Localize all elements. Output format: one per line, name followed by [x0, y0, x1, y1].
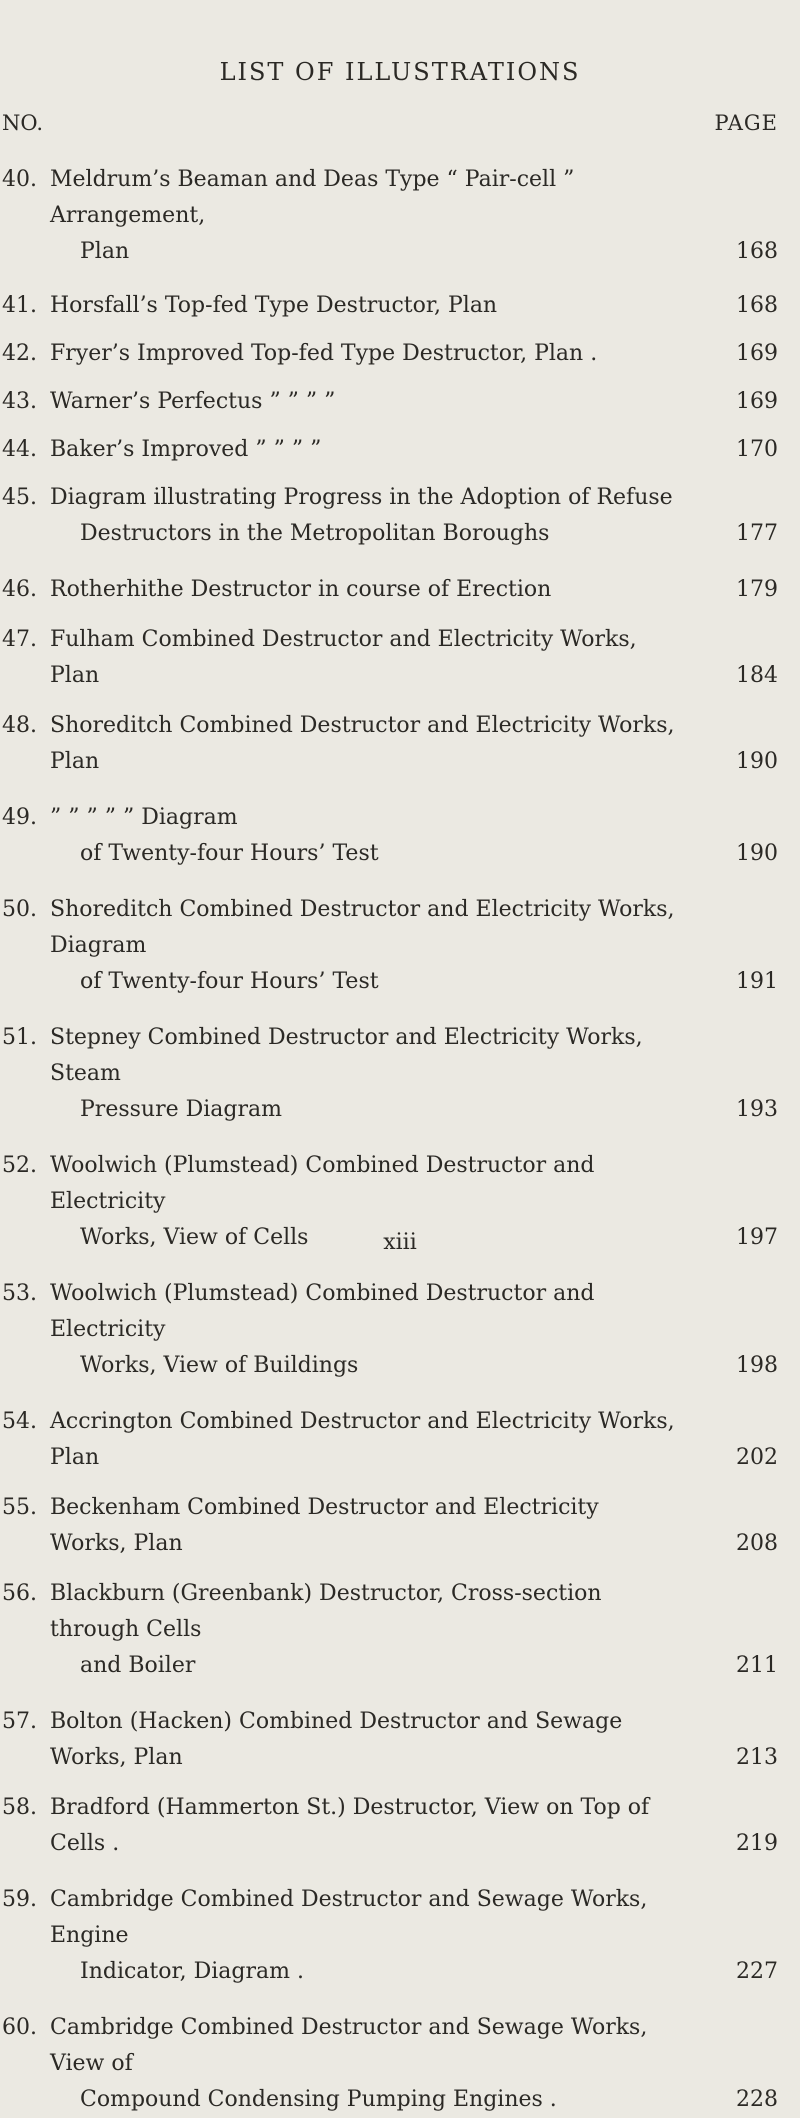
item-caption-line: Stepney Combined Destructor and Electricity Works, Steam — [50, 1025, 643, 1086]
number-column-header: NO. — [2, 111, 44, 135]
item-caption-line: Shoreditch Combined Destructor and Electricity Works, Plan — [50, 713, 675, 774]
item-page-number: 190 — [736, 841, 778, 866]
item-page-number: 197 — [736, 1225, 778, 1250]
list-item — [0, 1704, 800, 1776]
item-caption — [50, 1020, 676, 1128]
item-caption — [50, 2010, 676, 2118]
item-caption-line: Beckenham Combined Destructor and Electricity Works, Plan — [50, 1495, 599, 1556]
item-caption-line: Rotherhithe Destructor in course of Erection — [50, 577, 552, 602]
item-number: 49. — [2, 805, 37, 830]
list-item — [0, 1276, 800, 1384]
item-page-number: 170 — [736, 437, 778, 462]
item-caption-line: Bradford (Hammerton St.) Destructor, View on Top of Cells . — [50, 1795, 650, 1856]
item-caption — [50, 800, 676, 872]
item-number: 56. — [2, 1581, 37, 1606]
list-item — [0, 1490, 800, 1562]
item-caption-line: Fryer’s Improved Top-fed Type Destructor, Plan . — [50, 341, 598, 366]
item-caption-line: Bolton (Hacken) Combined Destructor and Sewage Works, Plan — [50, 1709, 623, 1770]
list-item — [0, 708, 800, 780]
illustration-list — [0, 148, 800, 2118]
item-number: 52. — [2, 1153, 37, 1178]
item-caption-line: Meldrum’s Beaman and Deas Type “ Pair-cell ” Arrangement, — [50, 167, 575, 228]
item-caption-line: Baker’s Improved ” ” ” ” — [50, 437, 322, 462]
item-number: 58. — [2, 1795, 37, 1820]
item-caption — [50, 1276, 676, 1384]
item-caption — [50, 892, 676, 1000]
item-number: 40. — [2, 167, 37, 192]
item-caption — [50, 384, 676, 420]
item-number: 54. — [2, 1409, 37, 1434]
item-page-number: 191 — [736, 969, 778, 994]
item-number: 42. — [2, 341, 37, 366]
item-caption-continuation: and Boiler — [80, 1653, 196, 1678]
item-caption-line: Cambridge Combined Destructor and Sewage Works, Engine — [50, 1887, 648, 1948]
item-caption-line: Woolwich (Plumstead) Combined Destructor and Electricity — [50, 1281, 595, 1342]
item-page-number: 177 — [736, 521, 778, 546]
item-caption-continuation: Works, View of Cells — [80, 1225, 309, 1250]
item-number: 51. — [2, 1025, 37, 1050]
item-number: 60. — [2, 2015, 37, 2040]
item-caption-line: Cambridge Combined Destructor and Sewage Works, View of — [50, 2015, 648, 2076]
item-caption-continuation: of Twenty-four Hours’ Test — [80, 969, 379, 994]
item-page-number: 208 — [736, 1531, 778, 1556]
item-page-number: 179 — [736, 577, 778, 602]
list-item — [0, 1404, 800, 1476]
item-page-number: 184 — [736, 663, 778, 688]
item-caption-continuation: Plan — [80, 239, 130, 264]
item-number: 47. — [2, 627, 37, 652]
list-item — [0, 622, 800, 694]
item-caption-line: Shoreditch Combined Destructor and Electricity Works, Diagram — [50, 897, 675, 958]
item-page-number: 202 — [736, 1445, 778, 1470]
item-caption-continuation: of Twenty-four Hours’ Test — [80, 841, 379, 866]
item-caption — [50, 1490, 676, 1562]
item-number: 46. — [2, 577, 37, 602]
item-caption — [50, 480, 676, 552]
list-item — [0, 432, 800, 468]
list-item — [0, 288, 800, 324]
item-page-number: 168 — [736, 293, 778, 318]
item-page-number: 169 — [736, 389, 778, 414]
list-item — [0, 572, 800, 608]
item-number: 44. — [2, 437, 37, 462]
item-caption — [50, 432, 676, 468]
item-caption-continuation: Pressure Diagram — [80, 1097, 282, 1122]
item-caption — [50, 1576, 676, 1684]
item-page-number: 193 — [736, 1097, 778, 1122]
item-caption — [50, 572, 676, 608]
item-number: 50. — [2, 897, 37, 922]
item-caption-line: Blackburn (Greenbank) Destructor, Cross-section through Cells — [50, 1581, 602, 1642]
item-caption — [50, 336, 676, 372]
item-number: 57. — [2, 1709, 37, 1734]
item-page-number: 168 — [736, 239, 778, 264]
item-caption-line: ” ” ” ” ” Diagram — [50, 805, 238, 830]
item-caption-continuation: Works, View of Buildings — [80, 1353, 359, 1378]
item-number: 53. — [2, 1281, 37, 1306]
item-caption — [50, 1882, 676, 1990]
item-caption — [50, 622, 676, 694]
item-caption — [50, 288, 676, 324]
page-folio: xiii — [383, 1230, 417, 1255]
item-caption-line: Horsfall’s Top-fed Type Destructor, Plan — [50, 293, 498, 318]
item-number: 48. — [2, 713, 37, 738]
item-page-number: 228 — [736, 2087, 778, 2112]
item-number: 55. — [2, 1495, 37, 1520]
list-item — [0, 336, 800, 372]
list-item — [0, 2010, 800, 2118]
page-column-header: PAGE — [714, 111, 778, 135]
item-page-number: 198 — [736, 1353, 778, 1378]
item-caption-line: Diagram illustrating Progress in the Adoption of Refuse — [50, 485, 673, 510]
page-title: LIST OF ILLUSTRATIONS — [219, 58, 581, 86]
list-item — [0, 1790, 800, 1862]
list-item — [0, 162, 800, 270]
item-caption — [50, 1404, 676, 1476]
item-caption-continuation: Compound Condensing Pumping Engines . — [80, 2087, 557, 2112]
item-number: 43. — [2, 389, 37, 414]
item-caption-continuation: Indicator, Diagram . — [80, 1959, 304, 1984]
list-item — [0, 1882, 800, 1990]
list-item — [0, 480, 800, 552]
item-caption — [50, 1704, 676, 1776]
item-caption — [50, 708, 676, 780]
item-caption-line: Warner’s Perfectus ” ” ” ” — [50, 389, 336, 414]
item-caption-continuation: Destructors in the Metropolitan Boroughs — [80, 521, 550, 546]
item-page-number: 227 — [736, 1959, 778, 1984]
item-page-number: 213 — [736, 1745, 778, 1770]
list-item — [0, 892, 800, 1000]
item-caption — [50, 1790, 676, 1862]
item-number: 45. — [2, 485, 37, 510]
item-number: 41. — [2, 293, 37, 318]
list-item — [0, 1576, 800, 1684]
item-caption — [50, 162, 676, 270]
item-page-number: 190 — [736, 749, 778, 774]
item-page-number: 211 — [736, 1653, 778, 1678]
item-page-number: 219 — [736, 1831, 778, 1856]
item-caption-line: Woolwich (Plumstead) Combined Destructor and Electricity — [50, 1153, 595, 1214]
item-caption-line: Fulham Combined Destructor and Electricity Works, Plan — [50, 627, 637, 688]
item-number: 59. — [2, 1887, 37, 1912]
item-page-number: 169 — [736, 341, 778, 366]
item-caption-line: Accrington Combined Destructor and Electricity Works, Plan — [50, 1409, 675, 1470]
list-item — [0, 1020, 800, 1128]
list-item — [0, 800, 800, 872]
list-item — [0, 384, 800, 420]
